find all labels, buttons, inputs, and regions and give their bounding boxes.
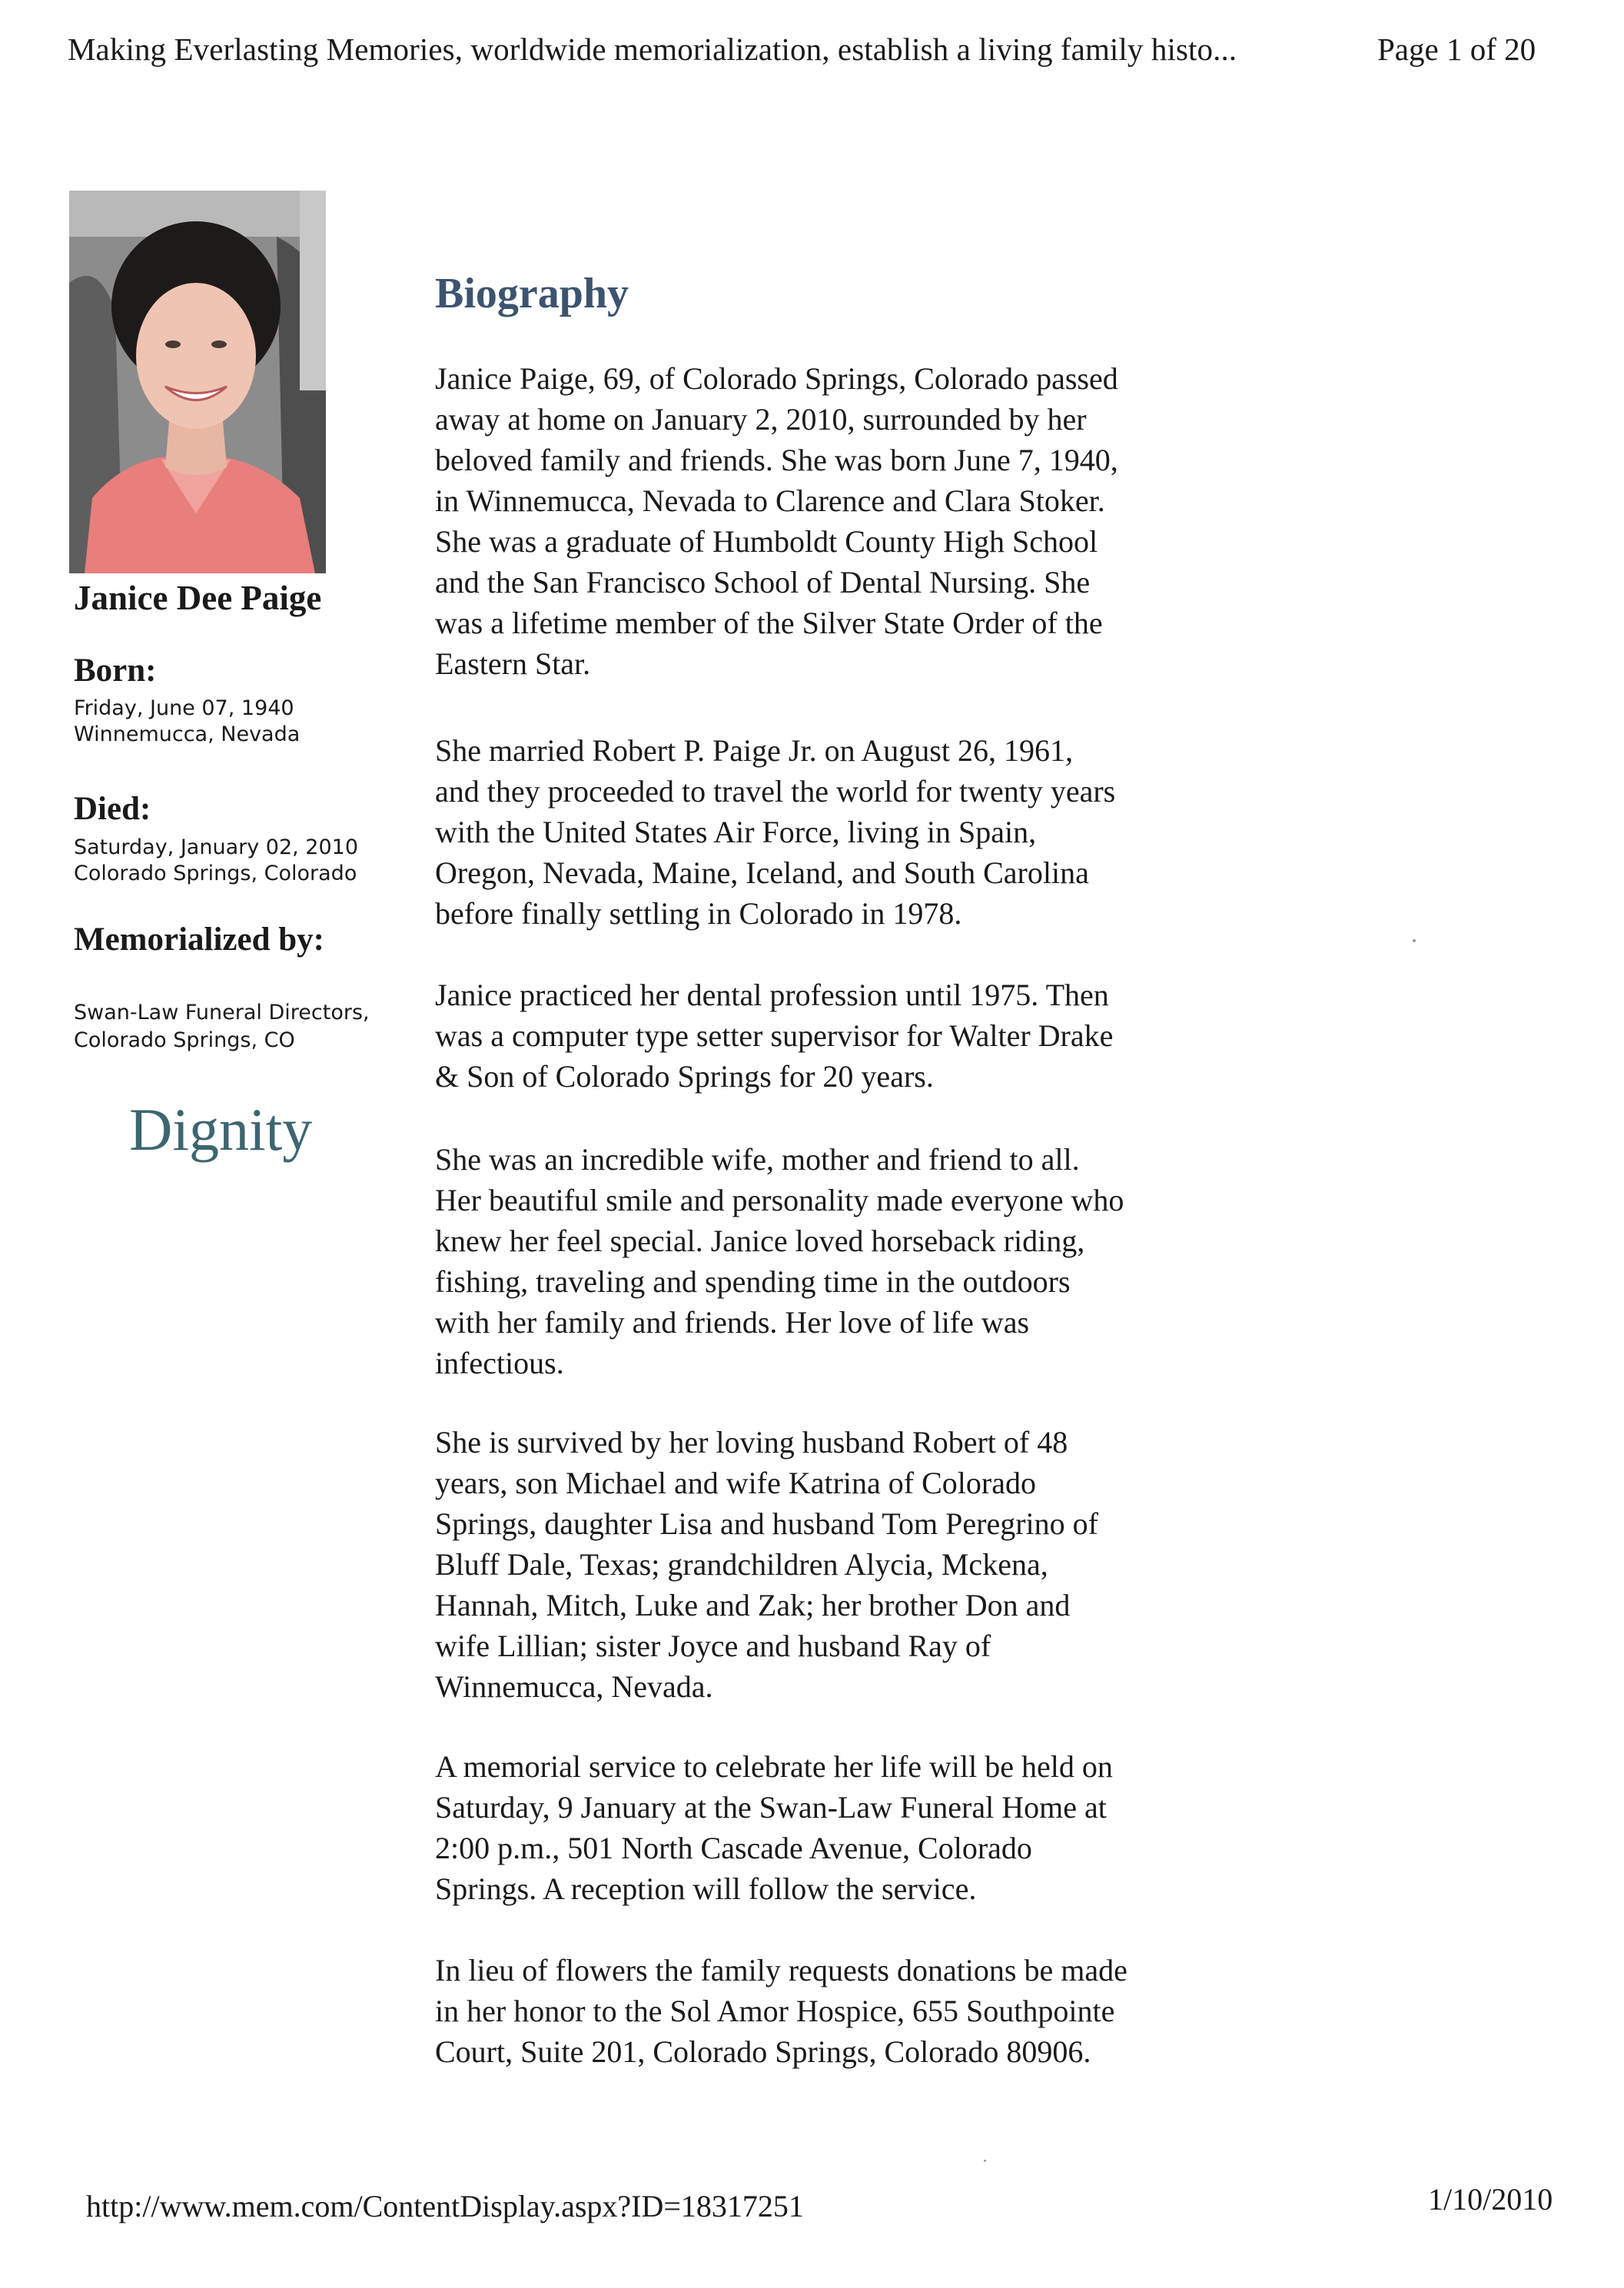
bio-line: Hannah, Mitch, Luke and Zak; her brother Don and (435, 1588, 1071, 1622)
bio-paragraph-2 (435, 730, 1357, 934)
print-date: 1/10/2010 (1428, 2182, 1553, 2217)
bio-line: before finally settling in Colorado in 1978. (435, 896, 962, 931)
biography-heading: Biography (435, 270, 629, 317)
bio-line: fishing, traveling and spending time in the outdoors (435, 1264, 1071, 1299)
bio-line: Winnemucca, Nevada. (435, 1669, 713, 1704)
bio-line: beloved family and friends. She was born June 7, 1940, (435, 443, 1118, 477)
deceased-name: Janice Dee Paige (74, 579, 322, 617)
bio-line: Springs, daughter Lisa and husband Tom Peregrino of (435, 1506, 1098, 1541)
bio-line: In lieu of flowers the family requests donations be made (435, 1953, 1128, 1987)
bio-line: was a computer type setter supervisor for Walter Drake (435, 1018, 1114, 1053)
bio-line: She is survived by her loving husband Robert of 48 (435, 1425, 1068, 1459)
memorialized-label: Memorialized by: (74, 922, 324, 958)
bio-line: and the San Francisco School of Dental Nursing. She (435, 565, 1091, 599)
bio-line: Bluff Dale, Texas; grandchildren Alycia, Mckena, (435, 1547, 1048, 1582)
scan-speck (984, 2160, 986, 2162)
bio-line: Janice practiced her dental profession until 1975. Then (435, 978, 1109, 1012)
bio-line: infectious. (435, 1346, 564, 1380)
source-url: http://www.mem.com/ContentDisplay.aspx?ID=18317251 (86, 2189, 804, 2223)
bio-paragraph-7 (435, 1950, 1357, 2072)
bio-line: She was a graduate of Humboldt County High School (435, 524, 1098, 559)
bio-line: in her honor to the Sol Amor Hospice, 655 Southpointe (435, 1994, 1115, 2028)
bio-line: Saturday, 9 January at the Swan-Law Funeral Home at (435, 1790, 1107, 1825)
scan-speck (1413, 939, 1416, 942)
bio-line: & Son of Colorado Springs for 20 years. (435, 1059, 934, 1094)
bio-line: knew her feel special. Janice loved horseback riding, (435, 1224, 1085, 1258)
died-label: Died: (74, 791, 151, 827)
portrait-photo (69, 191, 326, 573)
bio-line: 2:00 p.m., 501 North Cascade Avenue, Colorado (435, 1831, 1032, 1865)
bio-line: Court, Suite 201, Colorado Springs, Colorado 80906. (435, 2034, 1091, 2069)
bio-line: She married Robert P. Paige Jr. on August 26, 1961, (435, 733, 1073, 768)
bio-line: A memorial service to celebrate her life will be held on (435, 1749, 1113, 1784)
memorialized-place: Colorado Springs, CO (74, 1028, 295, 1052)
bio-line: Oregon, Nevada, Maine, Iceland, and South Carolina (435, 855, 1089, 890)
born-place: Winnemucca, Nevada (74, 722, 301, 746)
page-indicator: Page 1 of 20 (1377, 32, 1536, 67)
bio-paragraph-3 (435, 975, 1357, 1097)
memorialized-name: Swan-Law Funeral Directors, (74, 1001, 370, 1024)
bio-line: Springs. A reception will follow the service. (435, 1871, 977, 1906)
bio-line: with her family and friends. Her love of life was (435, 1305, 1030, 1340)
bio-line: wife Lillian; sister Joyce and husband Ray of (435, 1629, 991, 1663)
bio-paragraph-5 (435, 1422, 1357, 1707)
bio-paragraph-4 (435, 1139, 1357, 1383)
bio-line: with the United States Air Force, living in Spain, (435, 815, 1037, 849)
bio-line: away at home on January 2, 2010, surrounded by her (435, 402, 1087, 437)
bio-line: Her beautiful smile and personality made everyone who (435, 1183, 1124, 1217)
dignity-logo (128, 1090, 358, 1182)
bio-line: was a lifetime member of the Silver State Order of the (435, 606, 1103, 640)
bio-line: Janice Paige, 69, of Colorado Springs, Colorado passed (435, 361, 1118, 396)
bio-line: years, son Michael and wife Katrina of Colorado (435, 1466, 1036, 1500)
died-date: Saturday, January 02, 2010 (74, 835, 359, 859)
bio-paragraph-6 (435, 1746, 1357, 1909)
bio-line: and they proceeded to travel the world for twenty years (435, 774, 1116, 809)
born-label: Born: (74, 653, 157, 689)
died-place: Colorado Springs, Colorado (74, 862, 357, 885)
bio-line: She was an incredible wife, mother and friend to all. (435, 1142, 1080, 1177)
born-date: Friday, June 07, 1940 (74, 696, 294, 720)
bio-paragraph-1 (435, 358, 1357, 684)
bio-line: in Winnemucca, Nevada to Clarence and Clara Stoker. (435, 483, 1105, 518)
page-header-title: Making Everlasting Memories, worldwide memorialization, establish a living family histo... (68, 32, 1237, 67)
dignity-logo-text: Dignity (129, 1096, 313, 1163)
bio-line: Eastern Star. (435, 646, 591, 681)
